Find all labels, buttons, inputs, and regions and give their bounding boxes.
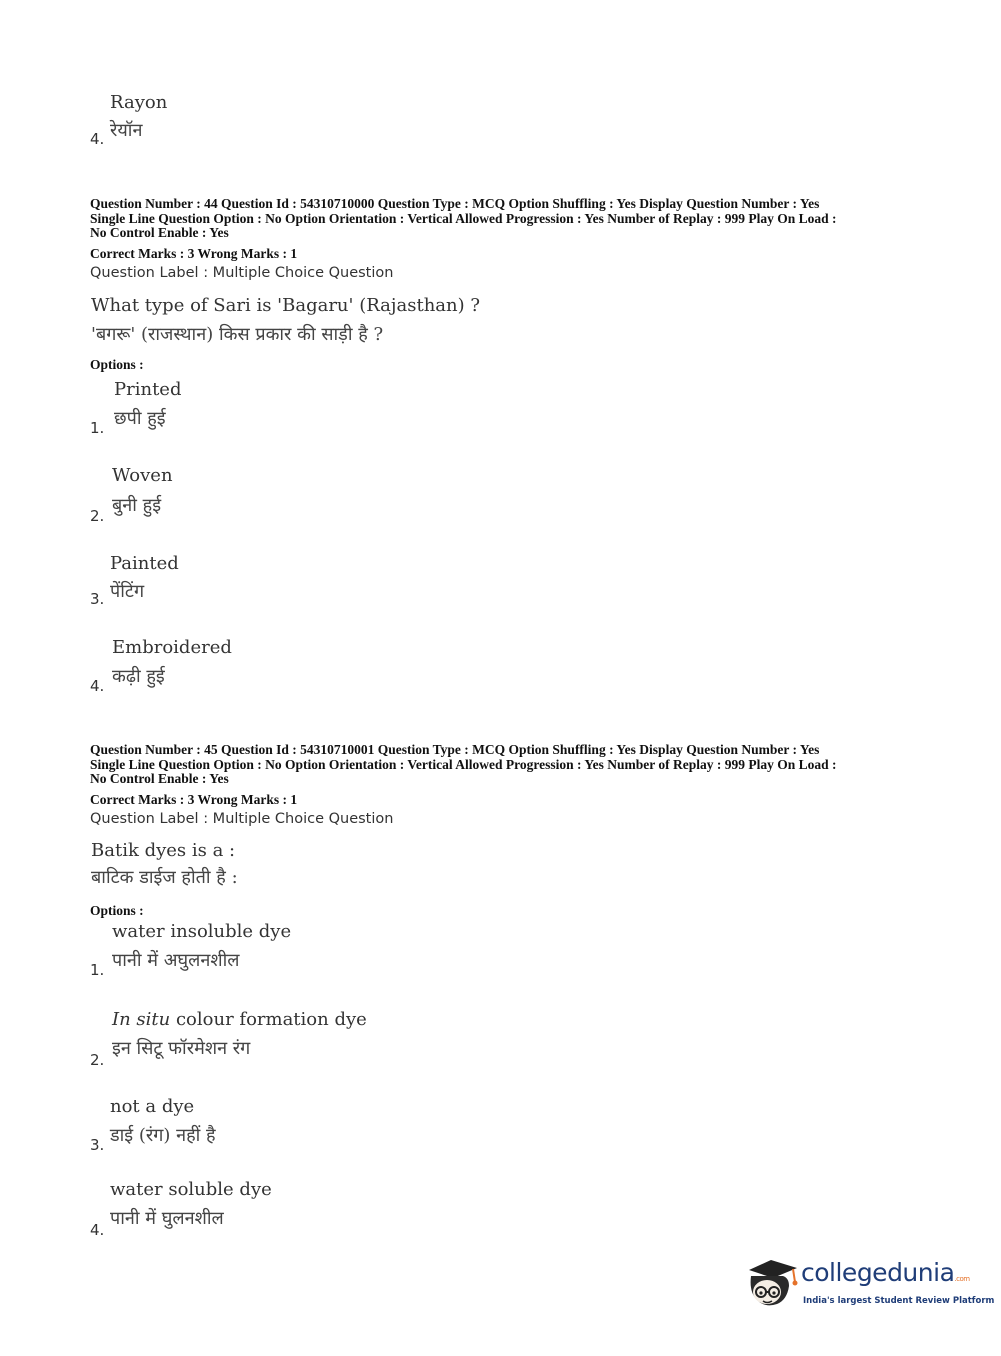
question-45-label: Question Label : Multiple Choice Question: [90, 811, 394, 827]
option-hindi: पानी में घुलनशील: [110, 1208, 224, 1229]
question-44-marks: Correct Marks : 3 Wrong Marks : 1: [90, 246, 298, 261]
question-44-label: Question Label : Multiple Choice Question: [90, 265, 394, 281]
option-english: Painted: [110, 553, 179, 574]
question-44-text: What type of Sari is 'Bagaru' (Rajasthan) ?: [91, 295, 481, 316]
option-english: Printed: [114, 379, 182, 400]
meta-line: Single Line Question Option : No Option Orientation : Vertical Allowed Progression : Yes Number of Replay : 999 Play On Load :: [90, 756, 837, 772]
option-hindi: छपी हुई: [114, 408, 166, 429]
option-number: 4.: [90, 1221, 105, 1239]
question-44-options-label: Options :: [90, 357, 144, 372]
meta-line: Question Number : 45 Question Id : 54310710001 Question Type : MCQ Option Shuffling : Yes Display Question Number : Yes: [90, 742, 820, 757]
meta-line: No Control Enable : Yes: [90, 771, 229, 786]
logo-name: collegedunia: [801, 1258, 955, 1287]
option-hindi: डाई (रंग) नहीं है: [110, 1125, 216, 1146]
logo-suffix: .com: [954, 1275, 970, 1283]
question-45-meta: [90, 743, 920, 787]
option-english: Embroidered: [112, 637, 232, 658]
option-number: 4.: [90, 130, 105, 148]
option-number: 3.: [90, 1136, 105, 1154]
option-english-italic: In situ: [112, 1009, 171, 1030]
option-number: 1.: [90, 419, 105, 437]
meta-line: Single Line Question Option : No Option Orientation : Vertical Allowed Progression : Yes Number of Replay : 999 Play On Load :: [90, 210, 837, 226]
option-english-rest: colour formation dye: [170, 1009, 367, 1030]
option-english: water insoluble dye: [112, 921, 292, 942]
option-english: not a dye: [110, 1096, 195, 1117]
option-english: water soluble dye: [110, 1179, 272, 1200]
question-44-text-hindi: 'बगरू' (राजस्थान) किस प्रकार की साड़ी है ?: [91, 324, 384, 345]
question-45-options-label: Options :: [90, 903, 144, 918]
mascot-icon: [743, 1252, 805, 1314]
option-hindi: रेयॉन: [110, 120, 143, 141]
question-45-text-hindi: बाटिक डाईज होती है :: [91, 867, 238, 888]
option-hindi: पेंटिंग: [110, 581, 145, 602]
question-45-marks: Correct Marks : 3 Wrong Marks : 1: [90, 792, 298, 807]
option-hindi: पानी में अघुलनशील: [112, 950, 240, 971]
logo-tagline: India's largest Student Review Platform: [803, 1296, 995, 1306]
option-number: 2.: [90, 507, 105, 525]
question-45-text: Batik dyes is a :: [91, 840, 236, 861]
option-number: 2.: [90, 1051, 105, 1069]
logo-wordmark: [801, 1258, 970, 1287]
option-number: 3.: [90, 590, 105, 608]
option-number: 4.: [90, 677, 105, 695]
option-english: [112, 1009, 367, 1030]
option-english: Rayon: [110, 92, 168, 113]
option-number: 1.: [90, 961, 105, 979]
meta-line: Question Number : 44 Question Id : 54310710000 Question Type : MCQ Option Shuffling : Yes Display Question Number : Yes: [90, 196, 820, 211]
option-hindi: इन सिटू फॉरमेशन रंग: [112, 1038, 251, 1059]
option-hindi: बुनी हुई: [112, 495, 162, 516]
option-english: Woven: [112, 465, 173, 486]
meta-line: No Control Enable : Yes: [90, 225, 229, 240]
collegedunia-logo[interactable]: [743, 1252, 995, 1314]
option-hindi: कढ़ी हुई: [112, 666, 165, 687]
question-44-meta: [90, 197, 920, 241]
